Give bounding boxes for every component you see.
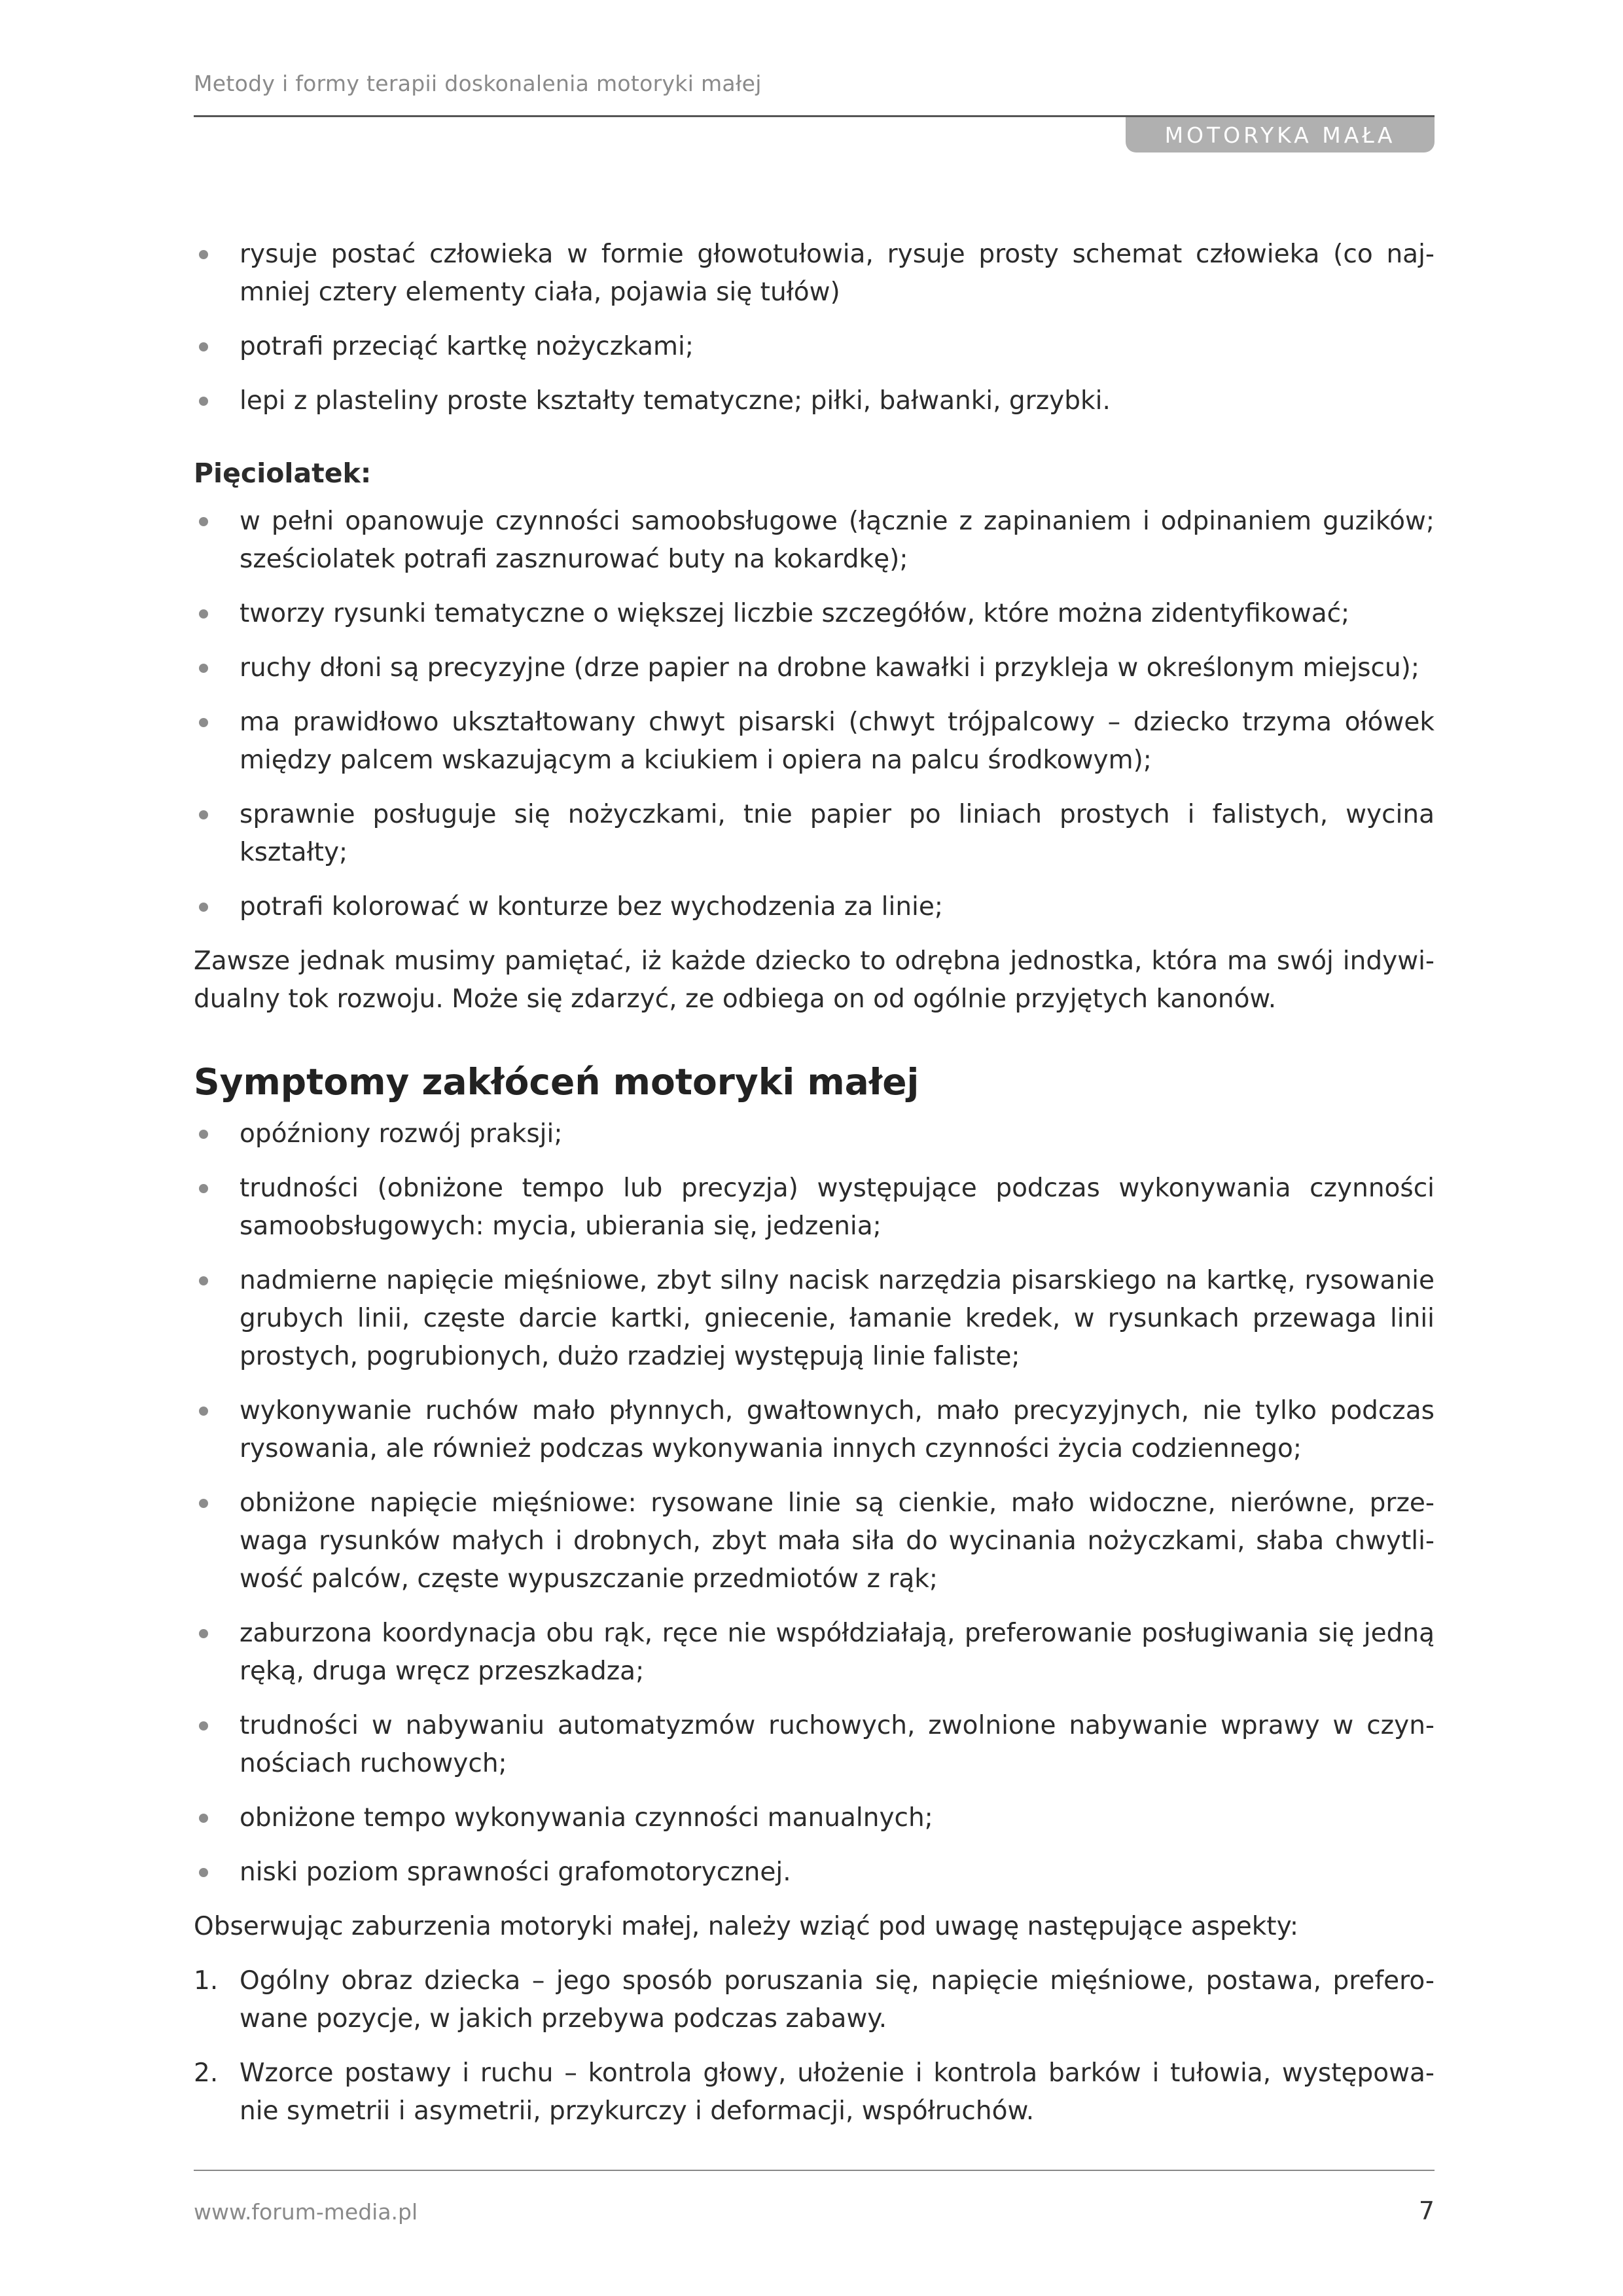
list-item: ruchy dłoni są precyzyjne (drze papier na drobne kawałki i przykleja w określonym miejscu);: [194, 649, 1435, 687]
footer-url: www.forum-media.pl: [194, 2199, 418, 2225]
list-item: 2. Wzorce postawy i ruchu – kontrola głowy, ułożenie i kontrola barków i tułowia, występowa- nie symetrii i asymetrii, przykurczy i deformacji, współruchów.: [194, 2054, 1435, 2130]
bullet-icon: [199, 1721, 208, 1731]
list-item: nadmierne napięcie mięśniowe, zbyt silny nacisk narzędzia pisarskiego na kartkę, rysowanie grubych linii, częste darcie kartki, gniecenie, łamanie kredek, w rysunkach przewaga linii prostych, pogrubionych, dużo rzadziej występują linie faliste;: [194, 1262, 1435, 1376]
list-item: zaburzona koordynacja obu rąk, ręce nie współdziałają, preferowanie posługiwania się jedną ręką, druga wręcz przeszkadza;: [194, 1615, 1435, 1691]
list-number: 2.: [194, 2058, 219, 2088]
bullet-icon: [199, 810, 208, 819]
bullet-icon: [199, 1868, 208, 1877]
list-item: potrafi kolorować w konturze bez wychodzenia za linie;: [194, 888, 1435, 926]
list-item: ma prawidłowo ukształtowany chwyt pisarski (chwyt trójpalcowy – dziecko trzyma ołówek między palcem wskazującym a kciukiem i opiera na palcu środkowym);: [194, 704, 1435, 780]
list-item: w pełni opanowuje czynności samoobsługowe (łącznie z zapinaniem i odpinaniem guzików; sześciolatek potrafi zasznurować buty na kokardkę);: [194, 503, 1435, 579]
list-number: 1.: [194, 1966, 219, 1996]
section-tab: MOTORYKA MAŁA: [1126, 117, 1435, 152]
list-item: trudności (obniżone tempo lub precyzja) występujące podczas wykonywania czynności samoobsługowych: mycia, ubierania się, jedzenia;: [194, 1170, 1435, 1246]
five-year-old-bullet-list: [194, 503, 1435, 926]
bullet-icon: [199, 1499, 208, 1508]
bullet-icon: [199, 1276, 208, 1285]
bullet-icon: [199, 664, 208, 673]
list-item: sprawnie posługuje się nożyczkami, tnie papier po liniach prostych i falistych, wycina kształty;: [194, 796, 1435, 872]
list-item: tworzy rysunki tematyczne o większej liczbie szczegółów, które można zidentyfikować;: [194, 595, 1435, 633]
section-heading-symptoms: Symptomy zakłóceń motoryki małej: [194, 1061, 919, 1103]
list-item: lepi z plasteliny proste kształty tematyczne; piłki, bałwanki, grzybki.: [194, 382, 1435, 420]
aspects-intro-paragraph: Obserwując zaburzenia motoryki małej, należy wziąć pod uwagę następujące aspekty:: [194, 1912, 1298, 1941]
page-number: 7: [1418, 2197, 1435, 2225]
bullet-icon: [199, 1629, 208, 1638]
footer-rule: [194, 2170, 1435, 2171]
bullet-icon: [199, 609, 208, 619]
bullet-icon: [199, 397, 208, 406]
aspects-numbered-list: [194, 1962, 1435, 2130]
list-item: potrafi przeciąć kartkę nożyczkami;: [194, 328, 1435, 366]
bullet-icon: [199, 1407, 208, 1416]
bullet-icon: [199, 517, 208, 526]
list-item: niski poziom sprawności grafomotorycznej.: [194, 1854, 1435, 1892]
page-content: [194, 236, 1435, 2130]
bullet-icon: [199, 1814, 208, 1823]
intro-bullet-list: [194, 236, 1435, 420]
list-item: wykonywanie ruchów mało płynnych, gwałtownych, mało precyzyjnych, nie tylko podczas rysowania, ale również podczas wykonywania innych czynności życia codziennego;: [194, 1392, 1435, 1468]
list-item: obniżone tempo wykonywania czynności manualnych;: [194, 1799, 1435, 1837]
bullet-icon: [199, 903, 208, 912]
list-item: rysuje postać człowieka w formie głowotułowia, rysuje prosty schemat człowieka (co naj- mniej cztery elementy ciała, pojawia się tułów): [194, 236, 1435, 312]
bullet-icon: [199, 1130, 208, 1139]
bullet-icon: [199, 342, 208, 351]
subheading-five-year-old: Pięciolatek:: [194, 457, 372, 489]
development-note-paragraph: Zawsze jednak musimy pamiętać, iż każde dziecko to odrębna jednostka, która ma swój indywi- dualny tok rozwoju. Może się zdarzyć, ze odbiega on od ogólnie przyjętych kanonów.: [194, 946, 1435, 1014]
list-item: trudności w nabywaniu automatyzmów ruchowych, zwolnione nabywanie wprawy w czyn- nościach ruchowych;: [194, 1707, 1435, 1783]
running-header-title: Metody i formy terapii doskonalenia motoryki małej: [194, 71, 762, 96]
bullet-icon: [199, 718, 208, 727]
bullet-icon: [199, 1184, 208, 1193]
symptoms-bullet-list: [194, 1115, 1435, 1892]
list-item: 1. Ogólny obraz dziecka – jego sposób poruszania się, napięcie mięśniowe, postawa, prefero- wane pozycje, w jakich przebywa podczas zabawy.: [194, 1962, 1435, 2038]
list-item: obniżone napięcie mięśniowe: rysowane linie są cienkie, mało widoczne, nierówne, prze- waga rysunków małych i drobnych, zbyt mała siła do wycinania nożyczkami, słaba chwytli- wość palców, częste wypuszczanie przedmiotów z rąk;: [194, 1484, 1435, 1598]
list-item: opóźniony rozwój praksji;: [194, 1115, 1435, 1153]
bullet-icon: [199, 250, 208, 259]
